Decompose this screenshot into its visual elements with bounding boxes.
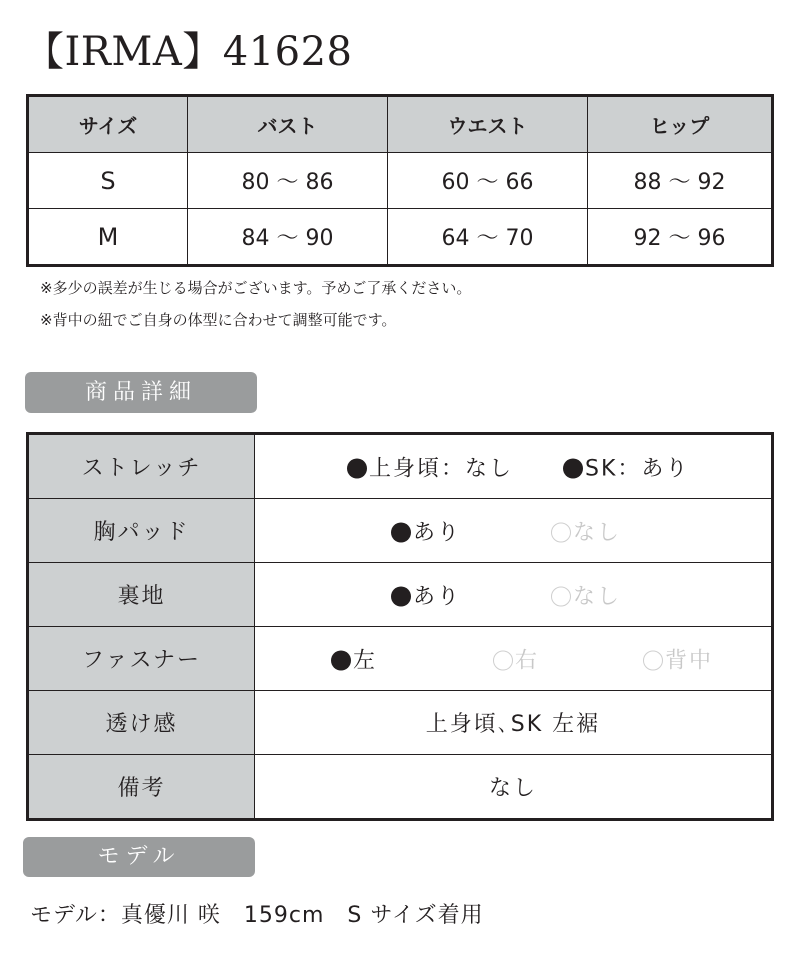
chest-pad-yes-text: あり [413,520,462,545]
chest-pad-option-yes [391,515,461,546]
hip-cell: 88 ～ 92 [588,153,773,209]
size-cell: S [28,153,188,209]
hip-header: ヒップ [588,96,773,153]
chest-pad-no-text: なし [573,520,622,545]
fastener-left-text: 左 [353,648,378,673]
filled-circle-icon [347,458,367,478]
details-table [26,432,774,821]
lining-option-yes [391,579,461,610]
size-header: サイズ [28,96,188,153]
filled-circle-icon [391,586,411,606]
stretch-value [255,434,773,499]
fastener-label: ファスナー [28,627,255,691]
note-measurement-error: ※多少の誤差が生じる場合がございます。予めご了承ください。 [40,279,472,297]
fastener-back-text: 背中 [665,648,714,673]
table-row [28,153,773,209]
empty-circle-icon [551,522,571,542]
detail-row-lining [28,563,773,627]
sheer-value-text: 上身頃､SK 左裾 [425,712,601,737]
lining-label: 裏地 [28,563,255,627]
table-row [28,209,773,266]
fastener-value [255,627,773,691]
waist-cell: 64 ～ 70 [388,209,588,266]
filled-circle-icon [391,522,411,542]
note-back-strap: ※背中の紐でご自身の体型に合わせて調整可能です。 [40,311,397,329]
stretch-option-skirt [563,451,689,482]
lining-no-text: なし [573,584,622,609]
chest-pad-value [255,499,773,563]
model-info: モデル：真優川 咲 159cm S サイズ着用 [30,903,484,928]
product-title: 【IRMA】41628 [24,29,353,75]
filled-circle-icon [331,650,351,670]
waist-header: ウエスト [388,96,588,153]
size-table-header-row [28,96,773,153]
lining-value [255,563,773,627]
empty-circle-icon [551,586,571,606]
chest-pad-label: 胸パッド [28,499,255,563]
fastener-right-text: 右 [515,648,540,673]
size-cell: M [28,209,188,266]
lining-yes-text: あり [413,584,462,609]
chest-pad-option-no [551,515,621,546]
detail-row-sheer [28,691,773,755]
detail-row-chest-pad [28,499,773,563]
stretch-option-body [347,451,513,482]
detail-row-fastener [28,627,773,691]
details-heading: 商品詳細 [25,372,257,413]
lining-option-no [551,579,621,610]
filled-circle-icon [563,458,583,478]
bust-cell: 80 ～ 86 [188,153,388,209]
waist-cell: 60 ～ 66 [388,153,588,209]
detail-row-stretch [28,434,773,499]
detail-row-remarks [28,755,773,820]
stretch-label: ストレッチ [28,434,255,499]
stretch-option-skirt-text: SK：あり [585,456,690,481]
bust-cell: 84 ～ 90 [188,209,388,266]
model-heading: モデル [23,837,255,877]
remarks-value [255,755,773,820]
sheer-value [255,691,773,755]
fastener-option-right [493,643,539,674]
size-table [26,94,774,267]
bust-header: バスト [188,96,388,153]
remarks-value-text: なし [488,776,537,801]
fastener-option-left [331,643,377,674]
empty-circle-icon [493,650,513,670]
fastener-option-back [643,643,713,674]
remarks-label: 備考 [28,755,255,820]
hip-cell: 92 ～ 96 [588,209,773,266]
stretch-option-body-text: 上身頃：なし [369,456,514,481]
sheer-label: 透け感 [28,691,255,755]
empty-circle-icon [643,650,663,670]
